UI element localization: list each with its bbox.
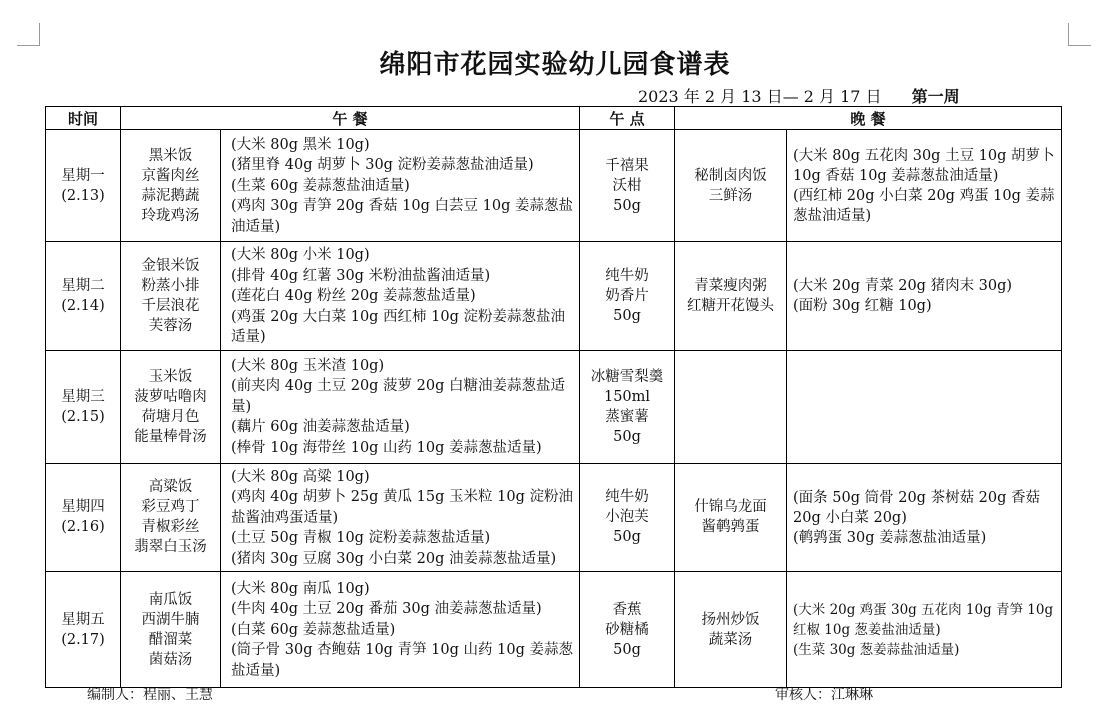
lunch-dishes-cell <box>121 572 221 688</box>
dinner-ingredient-line: (大米 20g 鸡蛋 30g 五花肉 10g 青笋 10g 红椒 10g 葱姜盐油适量) <box>793 602 1054 638</box>
lunch-ingredient-line: (大米 80g 玉米渣 10g) <box>231 357 385 374</box>
lunch-dish: 芙蓉汤 <box>148 317 193 334</box>
snack-item: 50g <box>613 307 641 324</box>
lunch-dish: 蒜泥鹅蔬 <box>141 187 200 204</box>
day-date: (2.17) <box>61 631 105 648</box>
lunch-dish: 能量棒骨汤 <box>134 428 207 445</box>
dinner-details-cell <box>787 572 1062 688</box>
day-name: 星期三 <box>61 388 105 405</box>
day-cell <box>46 463 121 572</box>
snack-item: 香蕉 <box>612 601 642 618</box>
day-row <box>46 463 1062 572</box>
lunch-ingredient-line: (筒子骨 30g 杏鲍菇 10g 青笋 10g 山药 10g 姜蒜葱盐适量) <box>231 642 573 679</box>
lunch-dishes-cell <box>121 350 221 463</box>
lunch-dish: 高粱饭 <box>148 479 193 496</box>
lunch-dishes-cell <box>121 130 221 242</box>
day-date: (2.16) <box>61 519 105 536</box>
day-row <box>46 242 1062 351</box>
lunch-ingredient-line: (前夹肉 40g 土豆 20g 菠萝 20g 白糖油姜蒜葱盐适量) <box>231 378 566 415</box>
header-lunch: 午 餐 <box>121 107 580 130</box>
week-label: 第一周 <box>911 87 960 106</box>
lunch-ingredient-line: (大米 80g 南瓜 10g) <box>231 580 370 597</box>
day-cell <box>46 350 121 463</box>
snack-item: 沃柑 <box>612 177 642 194</box>
lunch-details-cell <box>221 572 580 688</box>
lunch-ingredient-line: (大米 80g 高粱 10g) <box>231 468 370 485</box>
lunch-dishes-cell <box>121 242 221 351</box>
lunch-dish: 玲珑鸡汤 <box>141 207 200 224</box>
lunch-dish: 翡翠白玉汤 <box>134 539 207 556</box>
lunch-ingredient-line: (排骨 40g 红薯 30g 米粉油盐酱油适量) <box>231 267 491 284</box>
lunch-dish: 菠萝咕噜肉 <box>134 388 207 405</box>
snack-item: 50g <box>613 428 641 445</box>
lunch-ingredient-line: (莲花白 40g 粉丝 20g 姜蒜葱盐适量) <box>231 288 476 304</box>
lunch-ingredient-line: (鸡肉 30g 青笋 20g 香菇 10g 白芸豆 10g 姜蒜葱盐油适量) <box>231 198 573 235</box>
dinner-dish: 蔬菜汤 <box>708 631 753 648</box>
lunch-dish: 醋溜菜 <box>148 631 193 648</box>
lunch-dish: 菌菇汤 <box>148 651 193 668</box>
dinner-dishes-cell <box>675 572 787 688</box>
lunch-ingredient-line: (藕片 60g 油姜蒜葱盐适量) <box>231 419 410 436</box>
dinner-dish: 扬州炒饭 <box>701 611 760 628</box>
lunch-dish: 南瓜饭 <box>148 591 193 608</box>
snack-cell <box>580 572 675 688</box>
page-corner-mark-left <box>17 23 40 46</box>
lunch-dish: 玉米饭 <box>148 368 193 385</box>
lunch-details-cell <box>221 130 580 242</box>
snack-item: 砂糖橘 <box>605 621 649 638</box>
day-row <box>46 572 1062 688</box>
dinner-details-cell <box>787 130 1062 242</box>
dinner-details-cell <box>787 242 1062 351</box>
snack-cell <box>580 350 675 463</box>
menu-table <box>45 106 1062 688</box>
header-time: 时间 <box>46 107 121 130</box>
lunch-ingredient-line: (鸡蛋 20g 大白菜 10g 西红柿 10g 淀粉姜蒜葱盐油适量) <box>231 308 566 345</box>
lunch-dish: 京酱肉丝 <box>141 167 200 184</box>
document-title: 绵阳市花园实验幼儿园食谱表 <box>379 50 731 80</box>
dinner-details-cell <box>787 463 1062 572</box>
day-cell <box>46 242 121 351</box>
lunch-dish: 西湖牛腩 <box>141 611 200 628</box>
dinner-dishes-cell <box>675 242 787 351</box>
dinner-ingredient-line: (面粉 30g 红糖 10g) <box>793 298 932 315</box>
snack-item: 小泡芙 <box>605 509 649 526</box>
lunch-ingredient-line: (鸡肉 40g 胡萝卜 25g 黄瓜 15g 玉米粒 10g 淀粉油盐酱油鸡蛋适量) <box>231 489 573 526</box>
dinner-dishes-cell <box>675 350 787 463</box>
header-dinner: 晚 餐 <box>675 107 1062 130</box>
snack-item: 50g <box>613 529 641 546</box>
snack-item: 150ml <box>603 388 651 405</box>
dinner-dishes-cell <box>675 463 787 572</box>
dinner-details-cell <box>787 350 1062 463</box>
snack-item: 冰糖雪梨羹 <box>590 368 664 385</box>
dinner-ingredient-line: (面条 50g 筒骨 20g 茶树菇 20g 香菇 20g 小白菜 20g) <box>793 489 1041 526</box>
lunch-ingredient-line: (白菜 60g 姜蒜葱盐适量) <box>231 621 396 638</box>
dinner-ingredient-line: (大米 80g 五花肉 30g 土豆 10g 胡萝卜 10g 香菇 10g 姜蒜葱盐油适量) <box>793 148 1055 184</box>
lunch-ingredient-line: (猪里脊 40g 胡萝卜 30g 淀粉姜蒜葱盐油适量) <box>231 157 534 174</box>
day-cell <box>46 572 121 688</box>
dinner-dish: 三鲜汤 <box>708 187 753 204</box>
day-date: (2.13) <box>61 187 105 204</box>
lunch-details-cell <box>221 463 580 572</box>
editor-label: 编制人：程丽、王慧 <box>87 687 213 703</box>
lunch-details-cell <box>221 242 580 351</box>
lunch-dish: 千层浪花 <box>141 297 200 314</box>
day-date: (2.15) <box>61 408 105 425</box>
snack-item: 蒸蜜薯 <box>605 408 649 425</box>
dinner-dish: 什锦乌龙面 <box>694 499 767 516</box>
page-corner-mark-right <box>1068 23 1091 46</box>
dinner-dish: 秘制卤肉饭 <box>694 167 767 184</box>
lunch-ingredient-line: (猪肉 30g 豆腐 30g 小白菜 20g 油姜蒜葱盐适量) <box>231 550 557 567</box>
dinner-ingredient-line: (大米 20g 青菜 20g 猪肉末 30g) <box>793 278 1013 295</box>
lunch-dish: 青椒彩丝 <box>141 519 200 536</box>
day-date: (2.14) <box>61 297 105 314</box>
day-name: 星期一 <box>61 167 105 184</box>
dinner-ingredient-line: (鹌鹑蛋 30g 姜蒜葱盐油适量) <box>793 529 987 546</box>
lunch-ingredient-line: (大米 80g 小米 10g) <box>231 247 370 263</box>
reviewer-label: 审核人：江琳琳 <box>775 687 873 703</box>
dinner-dish: 酱鹌鹑蛋 <box>701 519 760 536</box>
snack-cell <box>580 130 675 242</box>
snack-cell <box>580 463 675 572</box>
header-row <box>46 107 1062 130</box>
lunch-dish: 荷塘月色 <box>141 408 200 425</box>
day-name: 星期二 <box>61 277 105 294</box>
header-snack: 午 点 <box>580 107 675 130</box>
dinner-dish: 红糖开花馒头 <box>687 297 775 314</box>
date-range: 2023 年 2 月 13 日— 2 月 17 日 <box>638 87 882 106</box>
day-name: 星期四 <box>61 499 105 516</box>
snack-item: 纯牛奶 <box>605 489 649 506</box>
lunch-ingredient-line: (生菜 60g 姜蒜葱盐油适量) <box>231 177 410 194</box>
lunch-ingredient-line: (牛肉 40g 土豆 20g 番茄 30g 油姜蒜葱盐适量) <box>231 601 542 618</box>
date-line <box>638 84 960 107</box>
dinner-ingredient-line: (西红柿 20g 小白菜 20g 鸡蛋 10g 姜蒜葱盐油适量) <box>793 188 1055 224</box>
lunch-details-cell <box>221 350 580 463</box>
day-cell <box>46 130 121 242</box>
snack-item: 千禧果 <box>605 157 649 174</box>
dinner-ingredient-line: (生菜 30g 葱姜蒜盐油适量) <box>793 642 960 658</box>
lunch-ingredient-line: (大米 80g 黑米 10g) <box>231 136 370 153</box>
snack-item: 纯牛奶 <box>605 267 649 284</box>
snack-item: 50g <box>613 641 641 658</box>
snack-cell <box>580 242 675 351</box>
day-row <box>46 130 1062 242</box>
lunch-dish: 粉蒸小排 <box>141 277 200 294</box>
lunch-dishes-cell <box>121 463 221 572</box>
snack-item: 50g <box>613 197 641 214</box>
snack-item: 奶香片 <box>605 287 649 304</box>
lunch-ingredient-line: (土豆 50g 青椒 10g 淀粉姜蒜葱盐适量) <box>231 530 491 546</box>
lunch-dish: 金银米饭 <box>141 257 200 274</box>
lunch-dish: 彩豆鸡丁 <box>141 499 200 516</box>
day-name: 星期五 <box>61 611 105 628</box>
lunch-dish: 黑米饭 <box>148 147 193 164</box>
dinner-dishes-cell <box>675 130 787 242</box>
day-row <box>46 350 1062 463</box>
lunch-ingredient-line: (棒骨 10g 海带丝 10g 山药 10g 姜蒜葱盐适量) <box>231 439 542 456</box>
dinner-dish: 青菜瘦肉粥 <box>694 277 767 294</box>
